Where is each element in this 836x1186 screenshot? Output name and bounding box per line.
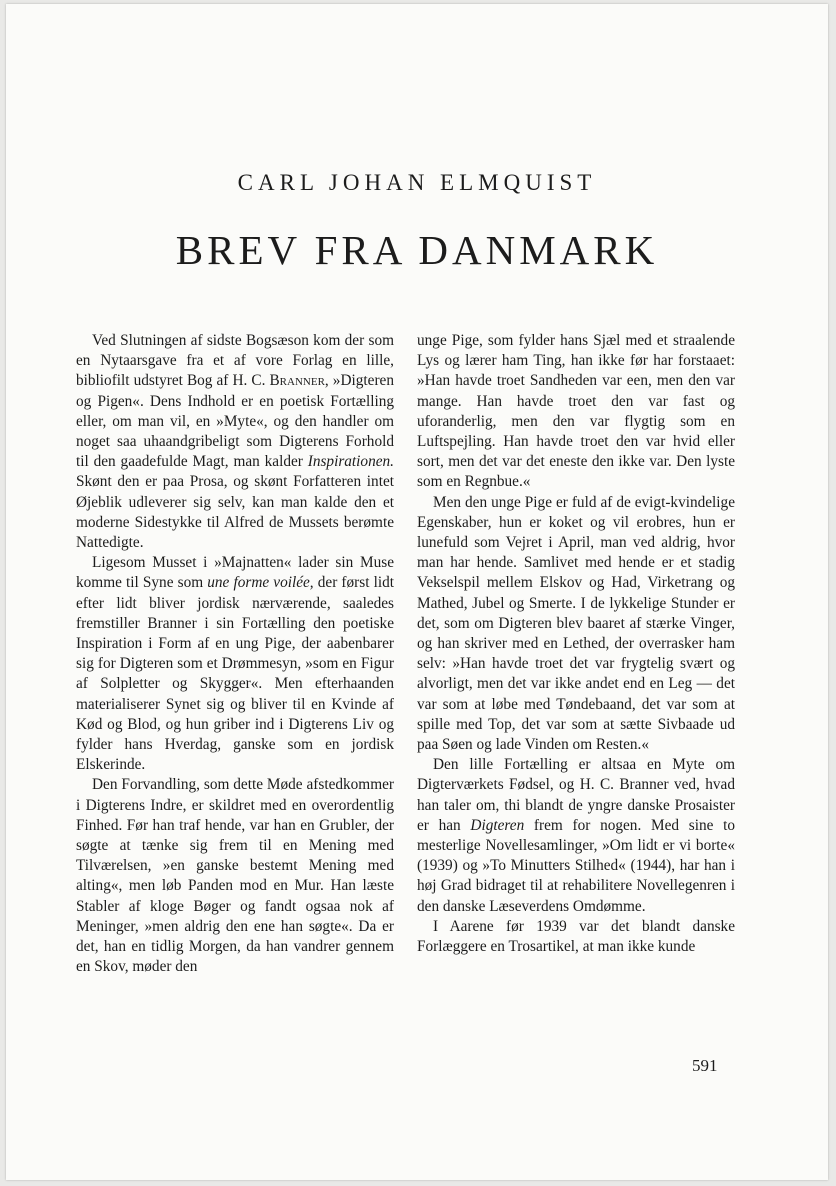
text-column-right (417, 331, 735, 957)
italic-term: Inspirationen. (307, 453, 394, 471)
paragraph-text: Den lille Fortælling er altsaa en Myte om Digterværkets Fødsel, og H. C. Branner ved, hvad han taler om, thi blandt de yngre danske Prosaister er han (417, 756, 735, 834)
author-name-smallcaps: Branner (269, 372, 325, 390)
paragraph: Den Forvandling, som dette Møde afstedkommer i Digterens Indre, er skildret med en overordentlig Finhed. Før han traf hende, var han en Grubler, der søgte at tænke sig frem til en Mening med Tilværelsen, »en ganske bestemt Mening med alting«, men løb Panden mod en Mur. Han læste Stabler af kloge Bøger og fandt ogsaa nok af Meninger, »men aldrig den ene han søgte«. Da er det, han en tidlig Morgen, da han vandrer gennem en Skov, møder den (76, 776, 394, 976)
paragraph (76, 331, 394, 553)
italic-term: une forme voilée, (207, 574, 314, 592)
paragraph: I Aarene før 1939 var det blandt danske Forlæggere en Trosartikel, at man ikke kunde (417, 917, 735, 956)
paragraph (417, 755, 735, 917)
paragraph-text: Ved Slutningen af sidste Bogsæson kom der som en Nytaarsgave fra et af vore Forlag en lille, bibliofilt udstyret Bog af H. C. (76, 332, 394, 390)
page-number: 591 (692, 1056, 718, 1075)
text-column-left (76, 331, 394, 978)
paragraph-text: , »Digteren og Pigen«. Dens Indhold er en poetisk Fortælling eller, om man vil, en »Myte«, og den handler om noget saa uhaandgribeligt som Digterens Forhold til den gaadefulde Magt, man kalder (76, 372, 394, 471)
paragraph (76, 553, 394, 775)
paragraph-text: frem for nogen. Med sine to mesterlige Novellesamlinger, »Om lidt er vi borte« (1939) og »To Minutters Stilhed« (1944), har han i høj Grad bidraget til at rehabilitere Novellegenren i den danske Læseverdens Omdømme. (417, 816, 735, 915)
paragraph-text: der først lidt efter lidt bliver jordisk nærværende, saaledes fremstiller Branner i sin Fortælling den poetiske Inspiration i Form af en ung Pige, der aabenbarer sig for Digteren som et Drømmesyn, »som en Figur af Solpletter og Skygger«. Men efterhaanden materialiserer Synet sig og bliver til en Kvinde af Kød og Blod, og hun griber ind i Digterens Liv og fylder hans Hverdag, ganske som en jordisk Elskerinde. (76, 574, 394, 774)
paragraph: Men den unge Pige er fuld af de evigt-kvindelige Egenskaber, hun er koket og vil erobres, hun er lunefuld som Vejret i April, man ved aldrig, hvor man har hende. Samlivet med hende er et stadig Vekselspil mellem Elskov og Had, Virketrang og Mathed, Jubel og Smerte. I de lykkelige Stunder er det, som om Digteren blev baaret af stærke Vinger, og han skriver med en Lethed, der overrasker ham selv: »Han havde troet det var frygtelig svært og alvorligt, men det var ikke andet end en Leg — det var som at løbe med Tøndebaand, det var som at spille med Top, det var som at sætte Sivbaade ud paa Søen og lade Vinden om Resten.« (417, 493, 735, 754)
paragraph-text: Ligesom Musset i »Majnatten« lader sin Muse komme til Syne som (76, 554, 394, 592)
author-name: CARL JOHAN ELMQUIST (237, 170, 597, 195)
journal-page (6, 4, 828, 1180)
paragraph-continued: unge Pige, som fylder hans Sjæl med et straalende Lys og lærer ham Ting, han ikke før har forstaaet: »Han havde troet Sandheden var een, men den var mange. Han havde troet den var fast og uforanderlig, men den var flygtig som en Luftspejling. Han havde troet den var hvid eller sort, men det var det eneste den ikke var. Den lyste som en Regnbue.« (417, 332, 735, 491)
paragraph-text: Skønt den er paa Prosa, og skønt Forfatteren intet Øjeblik udleverer sig selv, kan man kalde den et moderne Sidestykke til Alfred de Mussets berømte Nattedigte. (76, 473, 394, 552)
italic-term: Digteren (470, 816, 525, 834)
article-title: BREV FRA DANMARK (175, 227, 659, 273)
